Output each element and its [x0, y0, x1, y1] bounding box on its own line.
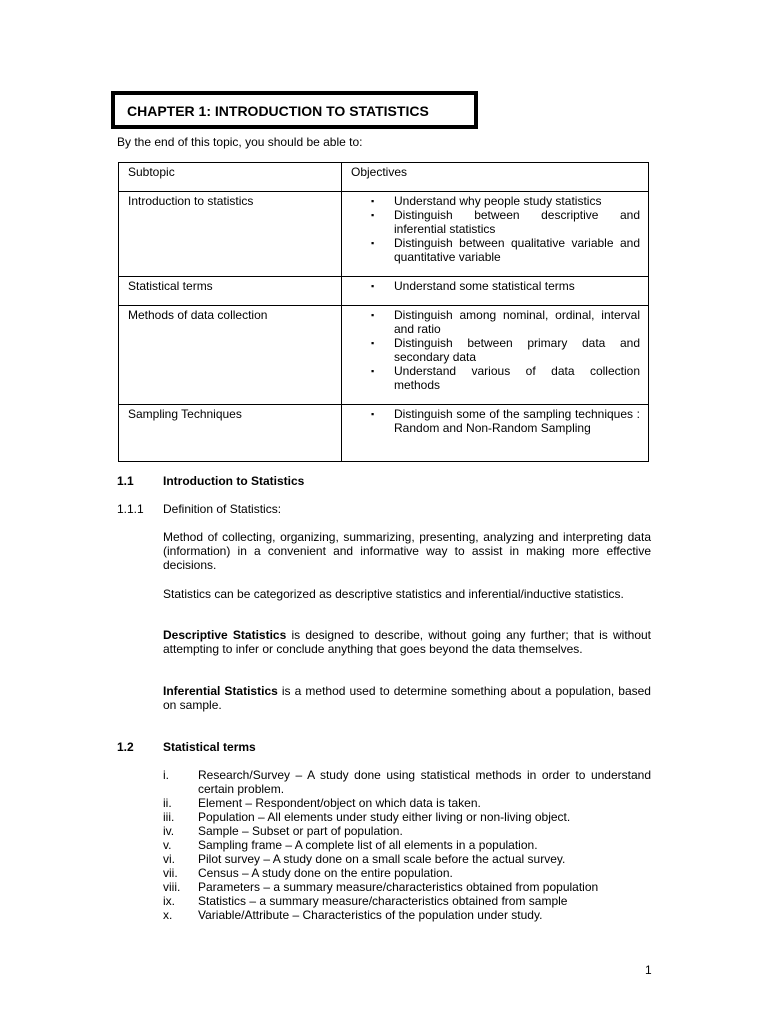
row-subtopic: Introduction to statistics — [119, 192, 342, 277]
row-subtopic: Statistical terms — [119, 277, 342, 306]
objective-item: ▪ Distinguish among nominal, ordinal, interval and ratio — [371, 308, 640, 336]
list-item: vi. Pilot survey – A study done on a small scale before the actual survey. — [163, 852, 566, 866]
row-objectives — [342, 192, 649, 277]
bullet-icon: ▪ — [371, 210, 375, 220]
inferential-text: is a method used to determine something about a population, based on sample. — [163, 684, 651, 712]
section-number: 1.1 — [117, 474, 134, 488]
section-1-1-heading — [117, 474, 305, 488]
list-item: vii. Census – A study done on the entire population. — [163, 866, 453, 880]
row-objectives — [342, 277, 649, 306]
paragraph-inferential — [163, 684, 651, 712]
descriptive-text: is designed to describe, without going any further; that is without attempting to infer or conclude anything that goes beyond the data themselves. — [163, 628, 652, 656]
chapter-title-box — [111, 91, 478, 129]
bullet-icon: ▪ — [371, 366, 375, 376]
objective-item: ▪ Distinguish some of the sampling techniques : Random and Non-Random Sampling — [371, 407, 640, 435]
section-title: Statistical terms — [163, 740, 256, 754]
table-row — [119, 405, 649, 462]
header-objectives: Objectives — [342, 163, 649, 192]
bullet-icon: ▪ — [371, 238, 375, 248]
list-item: viii. Parameters – a summary measure/characteristics obtained from population — [163, 880, 599, 894]
table-header-row — [119, 163, 649, 192]
term-descriptive: Descriptive Statistics — [163, 628, 287, 642]
objective-item: ▪ Understand some statistical terms — [371, 279, 575, 293]
row-objectives — [342, 306, 649, 405]
section-title: Definition of Statistics: — [163, 502, 282, 516]
header-subtopic: Subtopic — [119, 163, 342, 192]
term-inferential: Inferential Statistics — [163, 684, 278, 698]
list-item: iii. Population – All elements under study either living or non-living object. — [163, 810, 571, 824]
bullet-icon: ▪ — [371, 281, 375, 291]
table-row — [119, 306, 649, 405]
terms-list — [163, 768, 651, 922]
row-subtopic: Sampling Techniques — [119, 405, 342, 462]
paragraph-categorized: Statistics can be categorized as descriptive statistics and inferential/inductive statistics. — [163, 587, 624, 601]
section-1-2-heading — [117, 740, 256, 754]
table-row — [119, 277, 649, 306]
row-subtopic: Methods of data collection — [119, 306, 342, 405]
objectives-table — [118, 162, 649, 462]
objective-item: ▪ Understand why people study statistics — [371, 194, 602, 208]
section-number: 1.1.1 — [117, 502, 144, 516]
chapter-title: CHAPTER 1: INTRODUCTION TO STATISTICS — [127, 103, 429, 119]
bullet-icon: ▪ — [371, 338, 375, 348]
bullet-icon: ▪ — [371, 196, 375, 206]
paragraph-descriptive — [163, 628, 651, 656]
bullet-icon: ▪ — [371, 310, 375, 320]
intro-line: By the end of this topic, you should be able to: — [117, 135, 363, 149]
objective-item: ▪ Distinguish between qualitative variable and quantitative variable — [371, 236, 640, 264]
section-1-1-1-heading — [117, 502, 282, 516]
objective-item: ▪ Distinguish between primary data and secondary data — [371, 336, 640, 364]
list-item: v. Sampling frame – A complete list of all elements in a population. — [163, 838, 538, 852]
section-title: Introduction to Statistics — [163, 474, 305, 488]
objective-item: ▪ Understand various of data collection methods — [371, 364, 640, 392]
list-item: ii. Element – Respondent/object on which data is taken. — [163, 796, 481, 810]
objective-item: ▪ Distinguish between descriptive and inferential statistics — [371, 208, 640, 236]
row-objectives — [342, 405, 649, 462]
list-item: i. Research/Survey – A study done using statistical methods in order to understand certain problem. — [163, 768, 651, 796]
table-row — [119, 192, 649, 277]
list-item: iv. Sample – Subset or part of population. — [163, 824, 403, 838]
list-item: ix. Statistics – a summary measure/characteristics obtained from sample — [163, 894, 568, 908]
bullet-icon: ▪ — [371, 409, 375, 419]
list-item: x. Variable/Attribute – Characteristics of the population under study. — [163, 908, 543, 922]
paragraph-definition: Method of collecting, organizing, summarizing, presenting, analyzing and interpreting data (information) in a convenient and informative way to assist in making more effective decisions. — [163, 530, 651, 572]
page-number: 1 — [645, 963, 652, 977]
section-number: 1.2 — [117, 740, 134, 754]
